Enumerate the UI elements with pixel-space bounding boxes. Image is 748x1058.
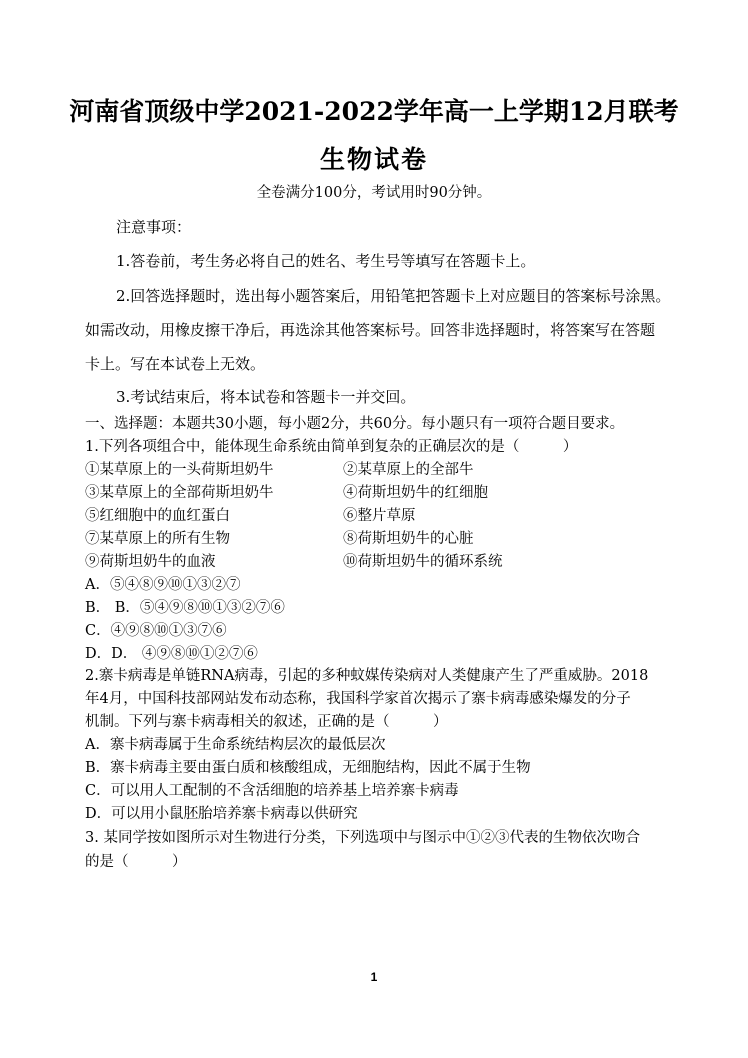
- q1-option-a: A．⑤④⑧⑨⑩①③②⑦: [85, 577, 241, 593]
- page-number: 1: [370, 970, 378, 984]
- q1-option-c: C．④⑨⑧⑩①③⑦⑥: [85, 623, 227, 639]
- note-item-2-line-3: 卡上。写在本试卷上无效。: [85, 355, 266, 373]
- q1-item: ⑥整片草原: [343, 508, 416, 524]
- q1-item: ⑦某草原上的所有生物: [85, 531, 230, 547]
- note-item-1: 1.答卷前，考生务必将自己的姓名、考生号等填写在答题卡上。: [116, 252, 536, 270]
- section-1-heading: 一、选择题：本题共30小题，每小题2分，共60分。每小题只有一项符合题目要求。: [85, 416, 625, 432]
- notes-heading: 注意事项：: [116, 218, 192, 236]
- q1-item: ③某草原上的全部荷斯坦奶牛: [85, 485, 274, 501]
- q1-item: ⑤红细胞中的血红蛋白: [85, 508, 230, 524]
- q1-item: ④荷斯坦奶牛的红细胞: [343, 485, 488, 501]
- note-item-3: 3.考试结束后，将本试卷和答题卡一并交回。: [116, 388, 416, 406]
- note-item-2-line-1: 2.回答选择题时，选出每小题答案后，用铅笔把答题卡上对应题目的答案标号涂黑。: [116, 287, 671, 305]
- q1-item: ⑩荷斯坦奶牛的循环系统: [343, 554, 503, 570]
- q1-item: ⑨荷斯坦奶牛的血液: [85, 554, 216, 570]
- q1-option-b: B． B．⑤④⑨⑧⑩①③②⑦⑥: [85, 600, 285, 616]
- q1-option-d: D．D． ④⑨⑧⑩①②⑦⑥: [85, 646, 258, 662]
- q1-item: ①某草原上的一头荷斯坦奶牛: [85, 462, 274, 478]
- question-2-stem-line-1: 2.寨卡病毒是单链RNA病毒，引起的多种蚊媒传染病对人类健康产生了严重威胁。2018: [85, 668, 649, 684]
- exam-subtitle: 生物试卷: [319, 145, 428, 174]
- question-2-stem-line-3: 机制。下列与寨卡病毒相关的叙述，正确的是（ ）: [85, 714, 448, 730]
- q1-item: ⑧荷斯坦奶牛的心脏: [343, 531, 474, 547]
- question-1-stem: 1.下列各项组合中，能体现生命系统由简单到复杂的正确层次的是（ ）: [85, 439, 578, 455]
- q1-item: ②某草原上的全部牛: [343, 462, 474, 478]
- question-2-stem-line-2: 年4月，中国科技部网站发布动态称，我国科学家首次揭示了寨卡病毒感染爆发的分子: [85, 691, 631, 707]
- question-3-stem-line-1: 3. 某同学按如图所示对生物进行分类，下列选项中与图示中①②③代表的生物依次吻合: [85, 830, 640, 846]
- note-item-2-line-2: 如需改动，用橡皮擦干净后，再选涂其他答案标号。回答非选择题时，将答案写在答题: [85, 321, 656, 339]
- q2-option-c: C．可以用人工配制的不含活细胞的培养基上培养寨卡病毒: [85, 783, 459, 799]
- q2-option-b: B．寨卡病毒主要由蛋白质和核酸组成，无细胞结构，因此不属于生物: [85, 760, 531, 776]
- q2-option-d: D．可以用小鼠胚胎培养寨卡病毒以供研究: [85, 806, 358, 822]
- exam-title: 河南省顶级中学2021-2022学年高一上学期12月联考: [69, 97, 679, 126]
- q2-option-a: A．寨卡病毒属于生命系统结构层次的最低层次: [85, 737, 386, 753]
- exam-info: 全卷满分100分，考试用时90分钟。: [256, 185, 492, 201]
- question-3-stem-line-2: 的是（ ）: [85, 854, 187, 870]
